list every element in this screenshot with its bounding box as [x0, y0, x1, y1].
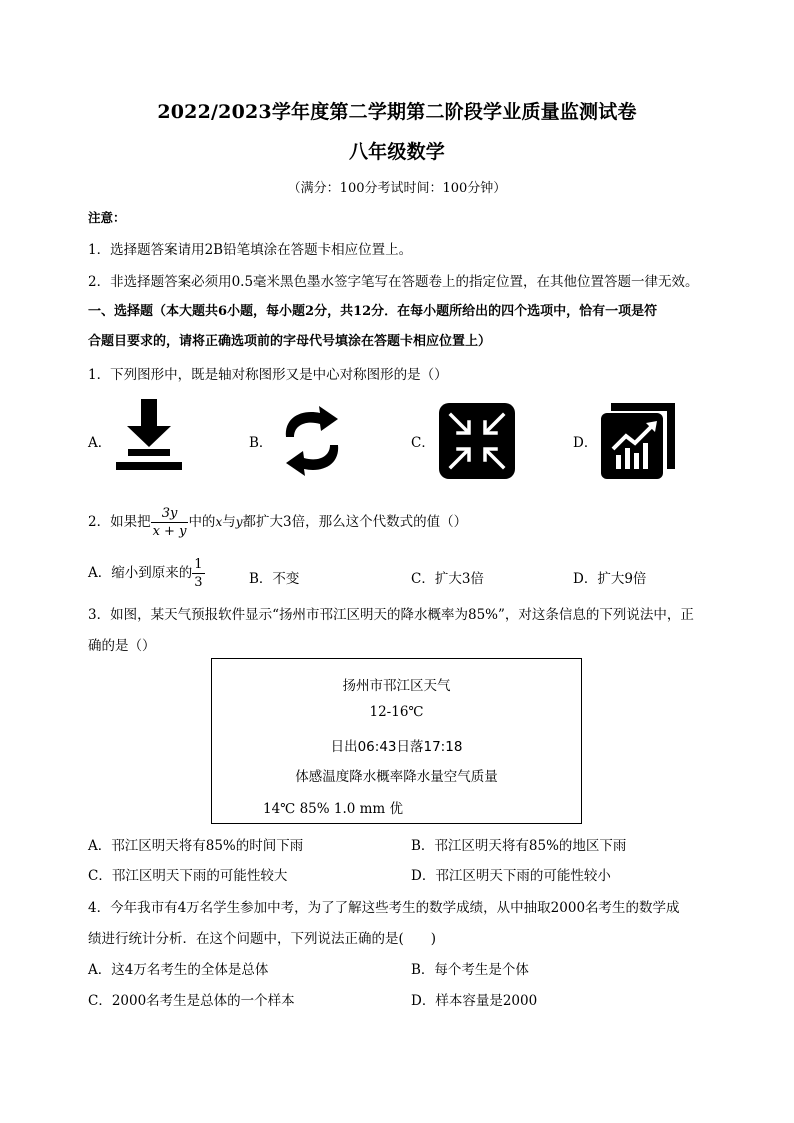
q1-option-a-label: A．: [88, 435, 112, 451]
q2-fraction-numerator: 3y: [151, 505, 189, 523]
q1-option-d-label: D．: [573, 435, 598, 451]
weather-card: [211, 658, 582, 824]
q3-option-a: A．邗江区明天将有85%的时间下雨: [88, 838, 304, 854]
q2-prefix: 2．如果把: [88, 514, 151, 530]
q4-option-d: D．样本容量是2000: [411, 993, 538, 1009]
q4-option-b: B．每个考生是个体: [411, 962, 529, 978]
weather-city: 扬州市邗江区天气: [342, 678, 451, 694]
q2-mid1: 中的: [188, 514, 216, 530]
chart-report-icon: [601, 403, 675, 479]
q2-var-y: y: [235, 515, 243, 529]
refresh-arrows-icon: [276, 403, 348, 479]
q1-option-c-label: C．: [411, 435, 435, 451]
q2-option-d: D．扩大9倍: [573, 571, 647, 587]
section1-heading: 一、选择题（本大题共6小题，每小题2分，共12分．在每小题所给出的四个选项中，恰有一项是符: [88, 304, 658, 319]
q2-suffix: 都扩大3倍，那么这个代数式的值（）: [242, 514, 468, 530]
q2-fraction-denominator: x + y: [152, 524, 187, 539]
q2-option-a-text: A．缩小到原来的: [88, 565, 193, 581]
exam-subtitle: 八年级数学: [348, 141, 445, 163]
q3-stem: 3．如图，某天气预报软件显示“扬州市邗江区明天的降水概率为85%”，对这条信息的下列说法中，正: [88, 607, 694, 623]
q2-option-a-fraction: [192, 556, 204, 591]
q3-stem-cont: 确的是（）: [88, 638, 156, 654]
q2-option-c: C．扩大3倍: [411, 571, 484, 587]
score-time-note: （满分：100分考试时间：100分钟）: [287, 181, 507, 196]
q2-fraction: [151, 505, 189, 540]
q2-option-b: B．不变: [249, 571, 300, 587]
q4-stem: 4．今年我市有4万名学生参加中考，为了了解这些考生的数学成绩，从中抽取2000名考生的数学成: [88, 900, 680, 916]
exam-title: 2022/2023学年度第二学期第二阶段学业质量监测试卷: [157, 101, 637, 123]
weather-temp-range: 12-16℃: [369, 704, 424, 720]
weather-sunrise-sunset: 日出06:43日落17:18: [330, 739, 463, 755]
weather-labels: 体感温度降水概率降水量空气质量: [295, 769, 498, 785]
q1-stem: 1．下列图形中，既是轴对称图形又是中心对称图形的是（）: [88, 367, 448, 383]
q4-option-c: C．2000名考生是总体的一个样本: [88, 993, 295, 1009]
q3-option-b: B．邗江区明天将有85%的地区下雨: [411, 838, 627, 854]
q3-option-d: D．邗江区明天下雨的可能性较小: [411, 868, 611, 884]
compress-arrows-icon: [439, 403, 515, 479]
q2-option-a-num: 1: [194, 557, 203, 572]
note-item-2: 2．非选择题答案必须用0.5毫米黑色墨水签字笔写在答题卷上的指定位置，在其他位置答题一律无效。: [88, 274, 699, 290]
q3-option-c: C．邗江区明天下雨的可能性较大: [88, 868, 288, 884]
section1-heading-cont: 合题目要求的，请将正确选项前的字母代号填涂在答题卡相应位置上）: [88, 334, 492, 349]
q2-stem: [88, 505, 467, 540]
q2-var-x: x: [215, 515, 223, 529]
q4-stem-cont: 绩进行统计分析．在这个问题中，下列说法正确的是( ): [88, 931, 437, 947]
note-item-1: 1．选择题答案请用2B铅笔填涂在答题卡相应位置上。: [88, 242, 413, 258]
download-arrow-icon: [114, 396, 184, 478]
notes-label: 注意：: [88, 210, 126, 225]
q2-option-a: [88, 556, 205, 591]
weather-values: 14℃ 85% 1.0 mm 优: [263, 801, 404, 817]
q2-option-a-den: 3: [194, 575, 203, 590]
q1-option-b-label: B．: [249, 435, 273, 451]
q4-option-a: A．这4万名考生的全体是总体: [88, 962, 269, 978]
q2-mid2: 与: [222, 514, 236, 530]
